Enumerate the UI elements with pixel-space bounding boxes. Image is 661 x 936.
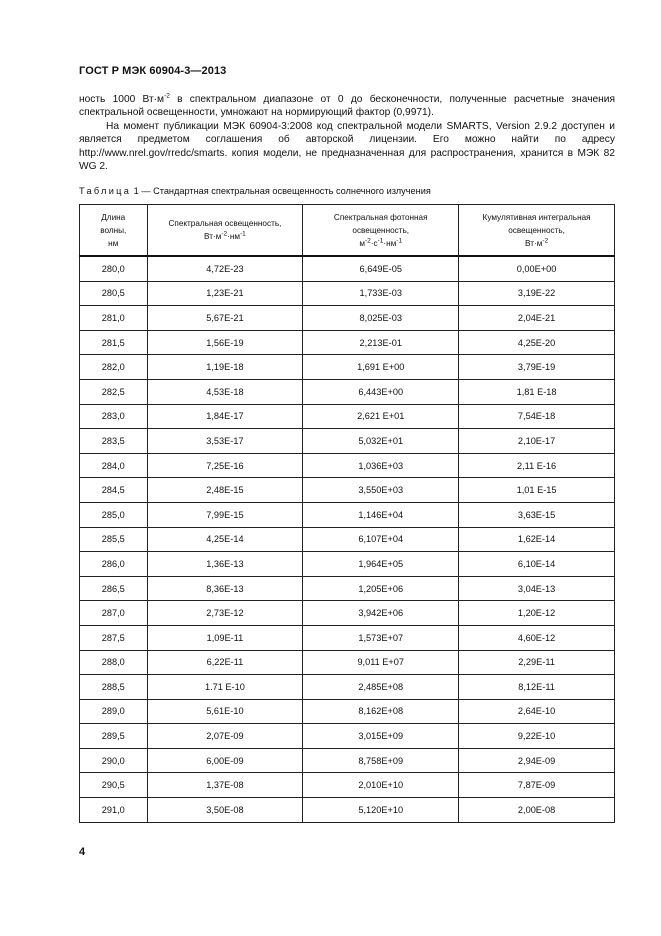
header-text: освещенность, <box>508 225 565 235</box>
table-row <box>80 625 615 650</box>
cell-spectral-irradiance: 1,84E-17 <box>147 404 303 429</box>
header-unit: ·нм <box>227 232 241 241</box>
cell-photon-irradiance: 6,649E-05 <box>303 256 459 281</box>
paragraph-1-text-b: в спектральном диапазоне от 0 до бесконечности, полученные расчетные значения спектральной освещенности, умножают на нормирующий фактор (0,9971). <box>79 94 615 119</box>
paragraph-1 <box>79 93 615 120</box>
cell-spectral-irradiance: 1.71 E-10 <box>147 675 303 700</box>
cell-photon-irradiance: 1,964E+05 <box>303 552 459 577</box>
cell-cumulative-irradiance: 1,01 E-15 <box>459 478 615 503</box>
cell-cumulative-irradiance: 9,22E-10 <box>459 724 615 749</box>
paragraph-2 <box>79 120 615 174</box>
cell-cumulative-irradiance: 4,60E-12 <box>459 625 615 650</box>
document-header: ГОСТ Р МЭК 60904-3—2013 <box>79 65 227 77</box>
cell-cumulative-irradiance: 2,04E-21 <box>459 306 615 331</box>
cell-photon-irradiance: 8,162E+08 <box>303 699 459 724</box>
cell-cumulative-irradiance: 7,54E-18 <box>459 404 615 429</box>
cell-cumulative-irradiance: 2,64E-10 <box>459 699 615 724</box>
table-row <box>80 330 615 355</box>
cell-cumulative-irradiance: 3,63E-15 <box>459 502 615 527</box>
cell-photon-irradiance: 2,621 E+01 <box>303 404 459 429</box>
cell-wavelength: 284,5 <box>80 478 148 503</box>
cell-wavelength: 280,0 <box>80 256 148 281</box>
table-row <box>80 429 615 454</box>
cell-wavelength: 291,0 <box>80 798 148 823</box>
cell-photon-irradiance: 2,213E-01 <box>303 330 459 355</box>
cell-spectral-irradiance: 3,53E-17 <box>147 429 303 454</box>
cell-wavelength: 283,5 <box>80 429 148 454</box>
header-unit-exp: -2 <box>365 236 371 244</box>
paragraph-1-text-a: ность 1000 Вт·м <box>79 94 165 105</box>
column-header-photon-irradiance <box>303 205 459 257</box>
cell-photon-irradiance: 1,036E+03 <box>303 453 459 478</box>
table-row <box>80 478 615 503</box>
cell-photon-irradiance: 3,015E+09 <box>303 724 459 749</box>
cell-photon-irradiance: 9,011 E+07 <box>303 650 459 675</box>
cell-wavelength: 281,0 <box>80 306 148 331</box>
column-header-spectral-irradiance <box>147 205 303 257</box>
table-row <box>80 306 615 331</box>
cell-photon-irradiance: 5,120E+10 <box>303 798 459 823</box>
cell-cumulative-irradiance: 7,87E-09 <box>459 773 615 798</box>
header-unit: ·с <box>370 238 378 248</box>
cell-wavelength: 281,5 <box>80 330 148 355</box>
table-row <box>80 281 615 306</box>
cell-wavelength: 288,0 <box>80 650 148 675</box>
table-row <box>80 699 615 724</box>
cell-spectral-irradiance: 4,53E-18 <box>147 379 303 404</box>
header-unit-exp: -1 <box>396 236 403 244</box>
cell-photon-irradiance: 3,550E+03 <box>303 478 459 503</box>
cell-spectral-irradiance: 6,00E-09 <box>147 748 303 773</box>
spectral-irradiance-table <box>79 204 615 823</box>
header-text: Кумулятивная интегральная <box>482 212 591 222</box>
header-text: освещенность, <box>352 225 410 235</box>
cell-photon-irradiance: 8,758E+09 <box>303 748 459 773</box>
table-row <box>80 748 615 773</box>
table-row <box>80 601 615 626</box>
cell-wavelength: 290,5 <box>80 773 148 798</box>
header-unit: Вт·м <box>525 238 543 248</box>
cell-wavelength: 289,0 <box>80 699 148 724</box>
paragraph-2-text: На момент публикации МЭК 60904-3:2008 код спектральной модели SMARTS, Version 2.9.2 доступен и является предметом соглашения об авторской лицензии. Его можно найти по адресу http://www.nrel.gov/rredc/smarts. копия модели, не предназначенная для распространения, хранится в МЭК 82 WG 2. <box>79 121 615 173</box>
header-text: волны, <box>100 225 127 235</box>
cell-cumulative-irradiance: 3,19E-22 <box>459 281 615 306</box>
cell-wavelength: 283,0 <box>80 404 148 429</box>
cell-spectral-irradiance: 5,61E-10 <box>147 699 303 724</box>
cell-wavelength: 290,0 <box>80 748 148 773</box>
table-row <box>80 724 615 749</box>
header-unit-exp: -2 <box>542 236 549 244</box>
header-text: Спектральная освещенность, <box>168 219 282 228</box>
table-row <box>80 576 615 601</box>
cell-photon-irradiance: 3,942E+06 <box>303 601 459 626</box>
cell-photon-irradiance: 1,205E+06 <box>303 576 459 601</box>
cell-photon-irradiance: 5,032E+01 <box>303 429 459 454</box>
table-body <box>80 256 615 822</box>
cell-spectral-irradiance: 6,22E-11 <box>147 650 303 675</box>
cell-photon-irradiance: 6,443E+00 <box>303 379 459 404</box>
header-unit: ·нм <box>383 238 397 248</box>
cell-spectral-irradiance: 4,72E-23 <box>147 256 303 281</box>
cell-spectral-irradiance: 4,25E-14 <box>147 527 303 552</box>
table-caption-word: Таблица <box>79 186 132 196</box>
table-row <box>80 453 615 478</box>
table-caption <box>79 186 431 196</box>
cell-cumulative-irradiance: 0,00E+00 <box>459 256 615 281</box>
table-header-row <box>80 205 615 257</box>
cell-cumulative-irradiance: 2,94E-09 <box>459 748 615 773</box>
cell-cumulative-irradiance: 3,04E-13 <box>459 576 615 601</box>
cell-spectral-irradiance: 1,56E-19 <box>147 330 303 355</box>
header-unit-exp: -1 <box>377 236 384 244</box>
cell-wavelength: 284,0 <box>80 453 148 478</box>
cell-spectral-irradiance: 5,67E-21 <box>147 306 303 331</box>
header-unit: Вт·м <box>204 232 222 241</box>
cell-photon-irradiance: 1,733E-03 <box>303 281 459 306</box>
cell-photon-irradiance: 2,010E+10 <box>303 773 459 798</box>
cell-cumulative-irradiance: 1,81 E-18 <box>459 379 615 404</box>
table-row <box>80 355 615 380</box>
cell-spectral-irradiance: 1,37E-08 <box>147 773 303 798</box>
column-header-wavelength <box>80 205 148 257</box>
cell-cumulative-irradiance: 8,12E-11 <box>459 675 615 700</box>
cell-cumulative-irradiance: 2,00E-08 <box>459 798 615 823</box>
table-row <box>80 379 615 404</box>
cell-cumulative-irradiance: 6,10E-14 <box>459 552 615 577</box>
cell-wavelength: 286,0 <box>80 552 148 577</box>
table-row <box>80 675 615 700</box>
table-row <box>80 256 615 281</box>
header-text: Спектральная фотонная <box>333 212 428 222</box>
table-row <box>80 404 615 429</box>
table-row <box>80 502 615 527</box>
column-header-cumulative-irradiance <box>459 205 615 257</box>
header-unit-exp: -2 <box>221 230 228 238</box>
cell-wavelength: 282,5 <box>80 379 148 404</box>
header-unit-exp: -1 <box>240 230 246 238</box>
cell-spectral-irradiance: 2,73E-12 <box>147 601 303 626</box>
table-row <box>80 527 615 552</box>
cell-spectral-irradiance: 2,48E-15 <box>147 478 303 503</box>
page-number: 4 <box>79 846 86 858</box>
table-caption-title: 1 — Стандартная спектральная освещенность солнечного излучения <box>131 186 431 196</box>
cell-spectral-irradiance: 7,99E-15 <box>147 502 303 527</box>
cell-cumulative-irradiance: 1,20E-12 <box>459 601 615 626</box>
cell-wavelength: 285,5 <box>80 527 148 552</box>
cell-spectral-irradiance: 1,19E-18 <box>147 355 303 380</box>
cell-spectral-irradiance: 8,36E-13 <box>147 576 303 601</box>
cell-photon-irradiance: 1,146E+04 <box>303 502 459 527</box>
cell-cumulative-irradiance: 1,62E-14 <box>459 527 615 552</box>
cell-cumulative-irradiance: 2,10E-17 <box>459 429 615 454</box>
cell-spectral-irradiance: 3,50E-08 <box>147 798 303 823</box>
paragraph-1-superscript: -2 <box>164 92 170 100</box>
cell-photon-irradiance: 1,573E+07 <box>303 625 459 650</box>
header-unit: м <box>359 238 366 248</box>
cell-photon-irradiance: 6,107E+04 <box>303 527 459 552</box>
cell-cumulative-irradiance: 2,29E-11 <box>459 650 615 675</box>
table-row <box>80 773 615 798</box>
cell-cumulative-irradiance: 4,25E-20 <box>459 330 615 355</box>
cell-wavelength: 288,5 <box>80 675 148 700</box>
cell-wavelength: 287,0 <box>80 601 148 626</box>
table-row <box>80 798 615 823</box>
cell-cumulative-irradiance: 3,79E-19 <box>459 355 615 380</box>
cell-photon-irradiance: 2,485E+08 <box>303 675 459 700</box>
cell-photon-irradiance: 1,691 E+00 <box>303 355 459 380</box>
cell-wavelength: 286,5 <box>80 576 148 601</box>
table-row <box>80 552 615 577</box>
cell-spectral-irradiance: 7,25E-16 <box>147 453 303 478</box>
header-text: нм <box>108 238 119 248</box>
cell-cumulative-irradiance: 2,11 E-16 <box>459 453 615 478</box>
cell-wavelength: 280,5 <box>80 281 148 306</box>
cell-wavelength: 285,0 <box>80 502 148 527</box>
cell-photon-irradiance: 8,025E-03 <box>303 306 459 331</box>
cell-spectral-irradiance: 2,07E-09 <box>147 724 303 749</box>
table-row <box>80 650 615 675</box>
cell-wavelength: 282,0 <box>80 355 148 380</box>
cell-spectral-irradiance: 1,36E-13 <box>147 552 303 577</box>
header-text: Длина <box>101 212 126 222</box>
cell-wavelength: 289,5 <box>80 724 148 749</box>
cell-spectral-irradiance: 1,09E-11 <box>147 625 303 650</box>
cell-spectral-irradiance: 1,23E-21 <box>147 281 303 306</box>
cell-wavelength: 287,5 <box>80 625 148 650</box>
